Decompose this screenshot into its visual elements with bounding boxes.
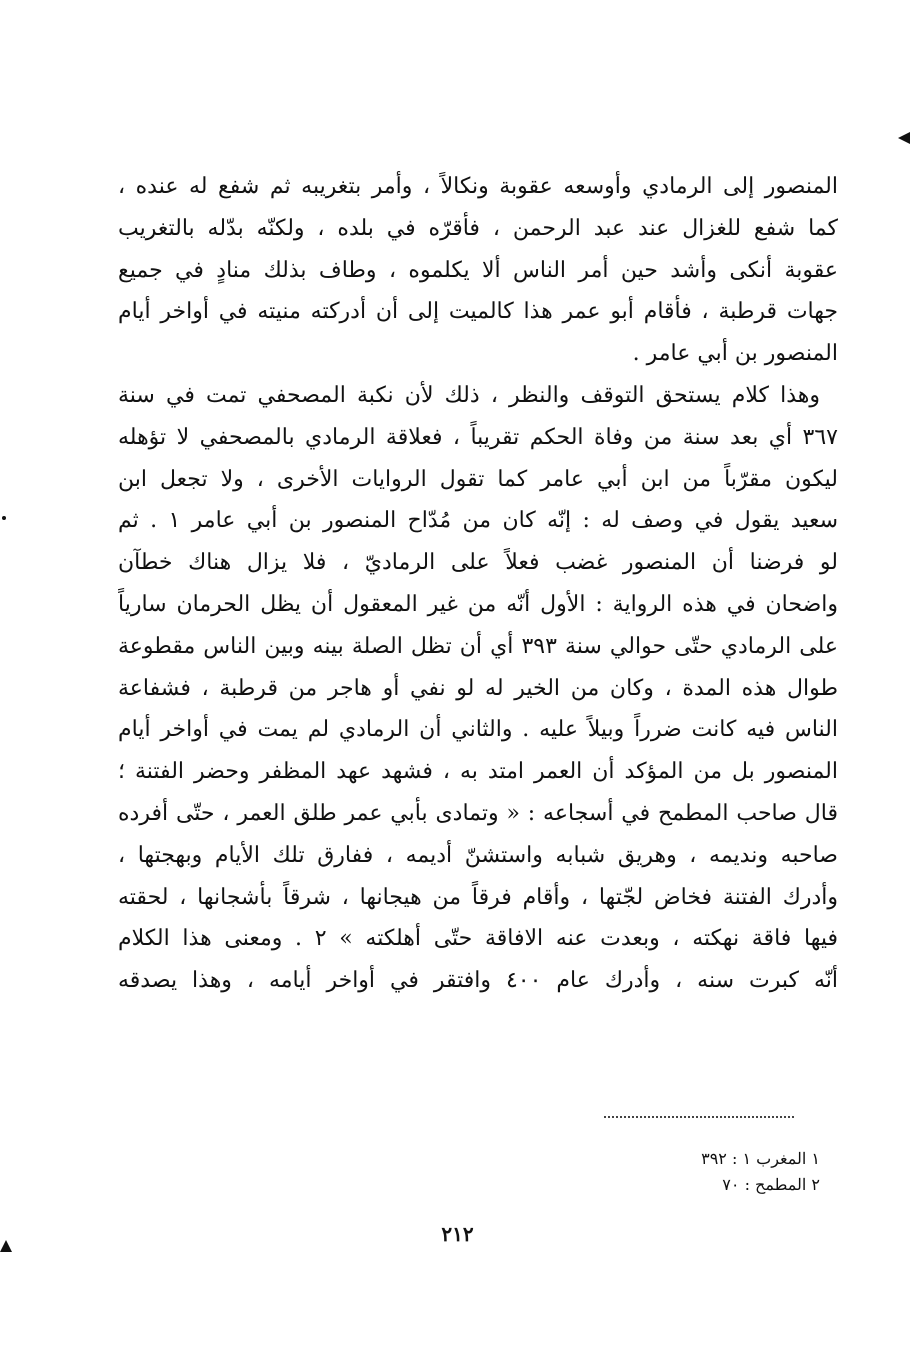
page-edge-dot xyxy=(2,516,6,520)
footnote-separator xyxy=(604,1116,794,1118)
text-line: على الرمادي حتّى حوالي سنة ٣٩٣ أي أن تظل الصلة بينه وبين الناس مقطوعة xyxy=(118,633,838,659)
body-text xyxy=(118,166,838,1002)
text-line: وهذا كلام يستحق التوقف والنظر ، ذلك لأن نكبة المصحفي تمت في سنة xyxy=(118,382,820,408)
footnote: ٢ المطمح : ٧٠ xyxy=(722,1175,820,1194)
footnotes xyxy=(560,1146,820,1198)
footnote: ١ المغرب ١ : ٣٩٢ xyxy=(701,1149,820,1168)
text-line: طوال هذه المدة ، وكان من الخير له لو نفي أو هاجر من قرطبة ، فشفاعة xyxy=(118,675,838,701)
text-line: المنصور إلى الرمادي وأوسعه عقوبة ونكالاً ، وأمر بتغريبه ثم شفع له عنده ، xyxy=(118,174,838,199)
text-line: جهات قرطبة ، فأقام أبو عمر هذا كالميت إلى أن أدركته منيته في أواخر أيام xyxy=(118,299,838,325)
text-line: ٣٦٧ أي بعد سنة من وفاة الحكم تقريباً ، فعلاقة الرمادي بالمصحفي لا تؤهله xyxy=(118,424,838,450)
text-line: المنصور بن أبي عامر . xyxy=(632,341,838,367)
text-line: واضحان في هذه الرواية : الأول أنّه من غير المعقول أن يظل الحرمان سارياً xyxy=(118,591,838,617)
text-line: عقوبة أنكى وأشد حين أمر الناس ألا يكلموه ، وطاف بذلك منادٍ في جميع xyxy=(118,257,838,283)
text-line: سعيد يقول في وصف له : إنّه كان من مُدّاح المنصور بن أبي عامر ١ . ثم xyxy=(118,508,838,534)
page-edge-mark xyxy=(0,1240,12,1252)
page-edge-mark xyxy=(898,132,910,144)
page-number: ٢١٢ xyxy=(441,1222,474,1246)
text-line: فيها فاقة نهكته ، وبعدت عنه الافاقة حتّى أهلكته » ٢ . ومعنى هذا الكلام xyxy=(118,926,838,952)
text-line: المنصور بل من المؤكد أن العمر امتد به ، فشهد عهد المظفر وحضر الفتنة ؛ xyxy=(118,759,838,785)
text-line: الناس فيه كانت ضرراً وبيلاً عليه . والثاني أن الرمادي لم يمت في أواخر أيام xyxy=(118,717,838,743)
text-line: كما شفع للغزال عند عبد الرحمن ، فأقرّه في بلده ، ولكنّه بدّله بالتغريب xyxy=(118,215,838,241)
text-line: أنّه كبرت سنه ، وأدرك عام ٤٠٠ وافتقر في أواخر أيامه ، وهذا يصدقه xyxy=(118,968,838,994)
text-line: قال صاحب المطمح في أسجاعه : « وتمادى بأبي عمر طلق العمر ، حتّى أفرده xyxy=(118,800,838,826)
text-line: ليكون مقرّباً من ابن أبي عامر كما تقول الروايات الأخرى ، ولا تجعل ابن xyxy=(118,466,838,492)
text-line: وأدرك الفتنة فخاض لجّتها ، وأقام فرقاً من هيجانها ، شرقاً بأشجانها ، لحقته xyxy=(118,884,838,910)
text-line: لو فرضنا أن المنصور غضب فعلاً على الرماديّ ، فلا يزال هناك خطآن xyxy=(118,550,838,576)
text-line: صاحبه ونديمه ، وهريق شبابه واستشنّ أديمه ، ففارق تلك الأيام وبهجتها ، xyxy=(118,842,838,868)
